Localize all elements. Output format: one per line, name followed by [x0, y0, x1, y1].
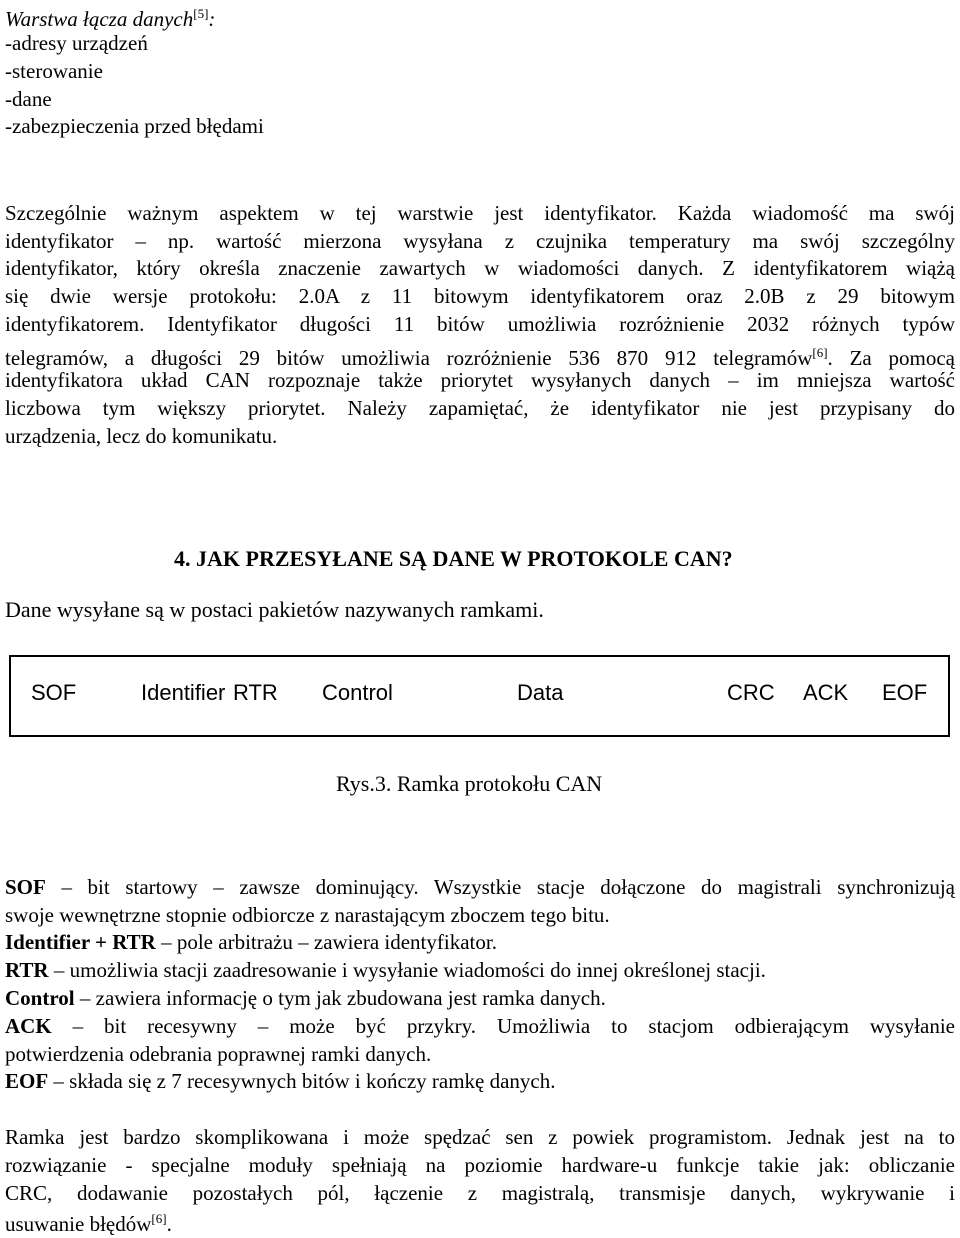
paragraph-line: urządzenia, lecz do komunikatu.	[5, 424, 278, 448]
definition-eof	[5, 1068, 556, 1095]
term: ACK	[5, 1014, 52, 1038]
definition-line: swoje wewnętrzne stopnie odbiorcze z narastającym zboczem tego bitu.	[5, 903, 610, 927]
list-item: -zabezpieczenia przed błędami	[5, 114, 264, 138]
paragraph-line: się dwie wersje protokołu: 2.0A z 11 bitowym identyfikatorem oraz 2.0B z 29 bitowym	[5, 284, 955, 308]
definition-text: – bit recesywny – może być przykry. Umożliwia to stacjom odbierającym wysyłanie	[51, 1014, 955, 1038]
title-text: Warstwa łącza danych	[5, 7, 194, 31]
paragraph-line: identyfikatora układ CAN rozpoznaje także priorytet wysyłanych danych – im mniejsza wartość	[5, 368, 955, 392]
can-frame-diagram	[9, 655, 950, 737]
definition-text: – bit startowy – zawsze dominujący. Wszystkie stacje dołączone do magistrali synchronizują	[45, 875, 955, 899]
frame-field-identifier: Identifier	[141, 680, 226, 705]
list-item: -sterowanie	[5, 59, 103, 83]
definition-text: – pole arbitrażu – zawiera identyfikator.	[155, 930, 497, 954]
term: EOF	[5, 1069, 49, 1093]
section-subtitle: Dane wysyłane są w postaci pakietów nazywanych ramkami.	[5, 597, 544, 622]
citation-ref: [6]	[812, 345, 828, 360]
frame-field-ack: ACK	[803, 680, 849, 705]
definition-control	[5, 985, 606, 1012]
title-colon: :	[208, 7, 216, 31]
paragraph-line: identyfikator, który określa znaczenie zawartych w wiadomości danych. Z identyfikatorem wiążą	[5, 256, 955, 280]
citation-ref: [5]	[193, 6, 209, 21]
line-text: telegramów, a długości 29 bitów umożliwia rozróżnienie 536 870 912 telegramów	[5, 346, 813, 370]
frame-field-sof: SOF	[31, 680, 77, 705]
definition-text: – umożliwia stacji zaadresowanie i wysyłanie wiadomości do innej określonej stacji.	[48, 958, 766, 982]
paragraph-line: CRC, dodawanie pozostałych pól, łączenie z magistralą, transmisje danych, wykrywanie i	[5, 1181, 955, 1205]
term: SOF	[5, 875, 46, 899]
term: Identifier + RTR	[5, 930, 156, 954]
definition-identifier-rtr	[5, 929, 497, 956]
paragraph-line: liczbowa tym większy priorytet. Należy zapamiętać, że identyfikator nie jest przypisany do	[5, 396, 955, 420]
section-title	[5, 0, 215, 33]
definition-ack	[5, 1013, 955, 1040]
paragraph-line: identyfikatorem. Identyfikator długości 11 bitów umożliwia rozróżnienie 2032 różnych typów	[5, 312, 955, 336]
definition-text: – składa się z 7 recesywnych bitów i kończy ramkę danych.	[48, 1069, 556, 1093]
frame-field-data: Data	[517, 680, 564, 705]
frame-field-control: Control	[322, 680, 393, 705]
paragraph-line: identyfikator – np. wartość mierzona wysyłana z czujnika temperatury ma swój szczególny	[5, 229, 955, 253]
paragraph-line: Szczególnie ważnym aspektem w tej warstwie jest identyfikator. Każda wiadomość ma swój	[5, 201, 955, 225]
figure-caption: Rys.3. Ramka protokołu CAN	[336, 771, 603, 796]
section-heading: 4. JAK PRZESYŁANE SĄ DANE W PROTOKOLE CAN?	[174, 546, 733, 571]
frame-field-eof: EOF	[882, 680, 928, 705]
list-item: -dane	[5, 87, 52, 111]
frame-field-crc: CRC	[727, 680, 775, 705]
term: RTR	[5, 958, 49, 982]
line-text: .	[166, 1212, 172, 1236]
paragraph-line: rozwiązanie - specjalne moduły spełniają na poziomie hardware-u funkcje takie jak: obliczanie	[5, 1153, 955, 1177]
definition-text: – zawiera informację o tym jak zbudowana jest ramka danych.	[74, 986, 606, 1010]
list-item: -adresy urządzeń	[5, 31, 148, 55]
citation-ref: [6]	[151, 1211, 167, 1226]
term: Control	[5, 986, 75, 1010]
paragraph-line: Ramka jest bardzo skomplikowana i może spędzać sen z powiek programistom. Jednak jest na to	[5, 1125, 955, 1149]
definition-rtr	[5, 957, 766, 984]
definition-line: potwierdzenia odebrania poprawnej ramki danych.	[5, 1042, 432, 1066]
definition-sof	[5, 874, 955, 901]
line-text: . Za pomocą	[827, 346, 955, 370]
paragraph-line	[5, 1205, 172, 1238]
line-text: usuwanie błędów	[5, 1212, 152, 1236]
frame-field-rtr: RTR	[233, 680, 278, 705]
